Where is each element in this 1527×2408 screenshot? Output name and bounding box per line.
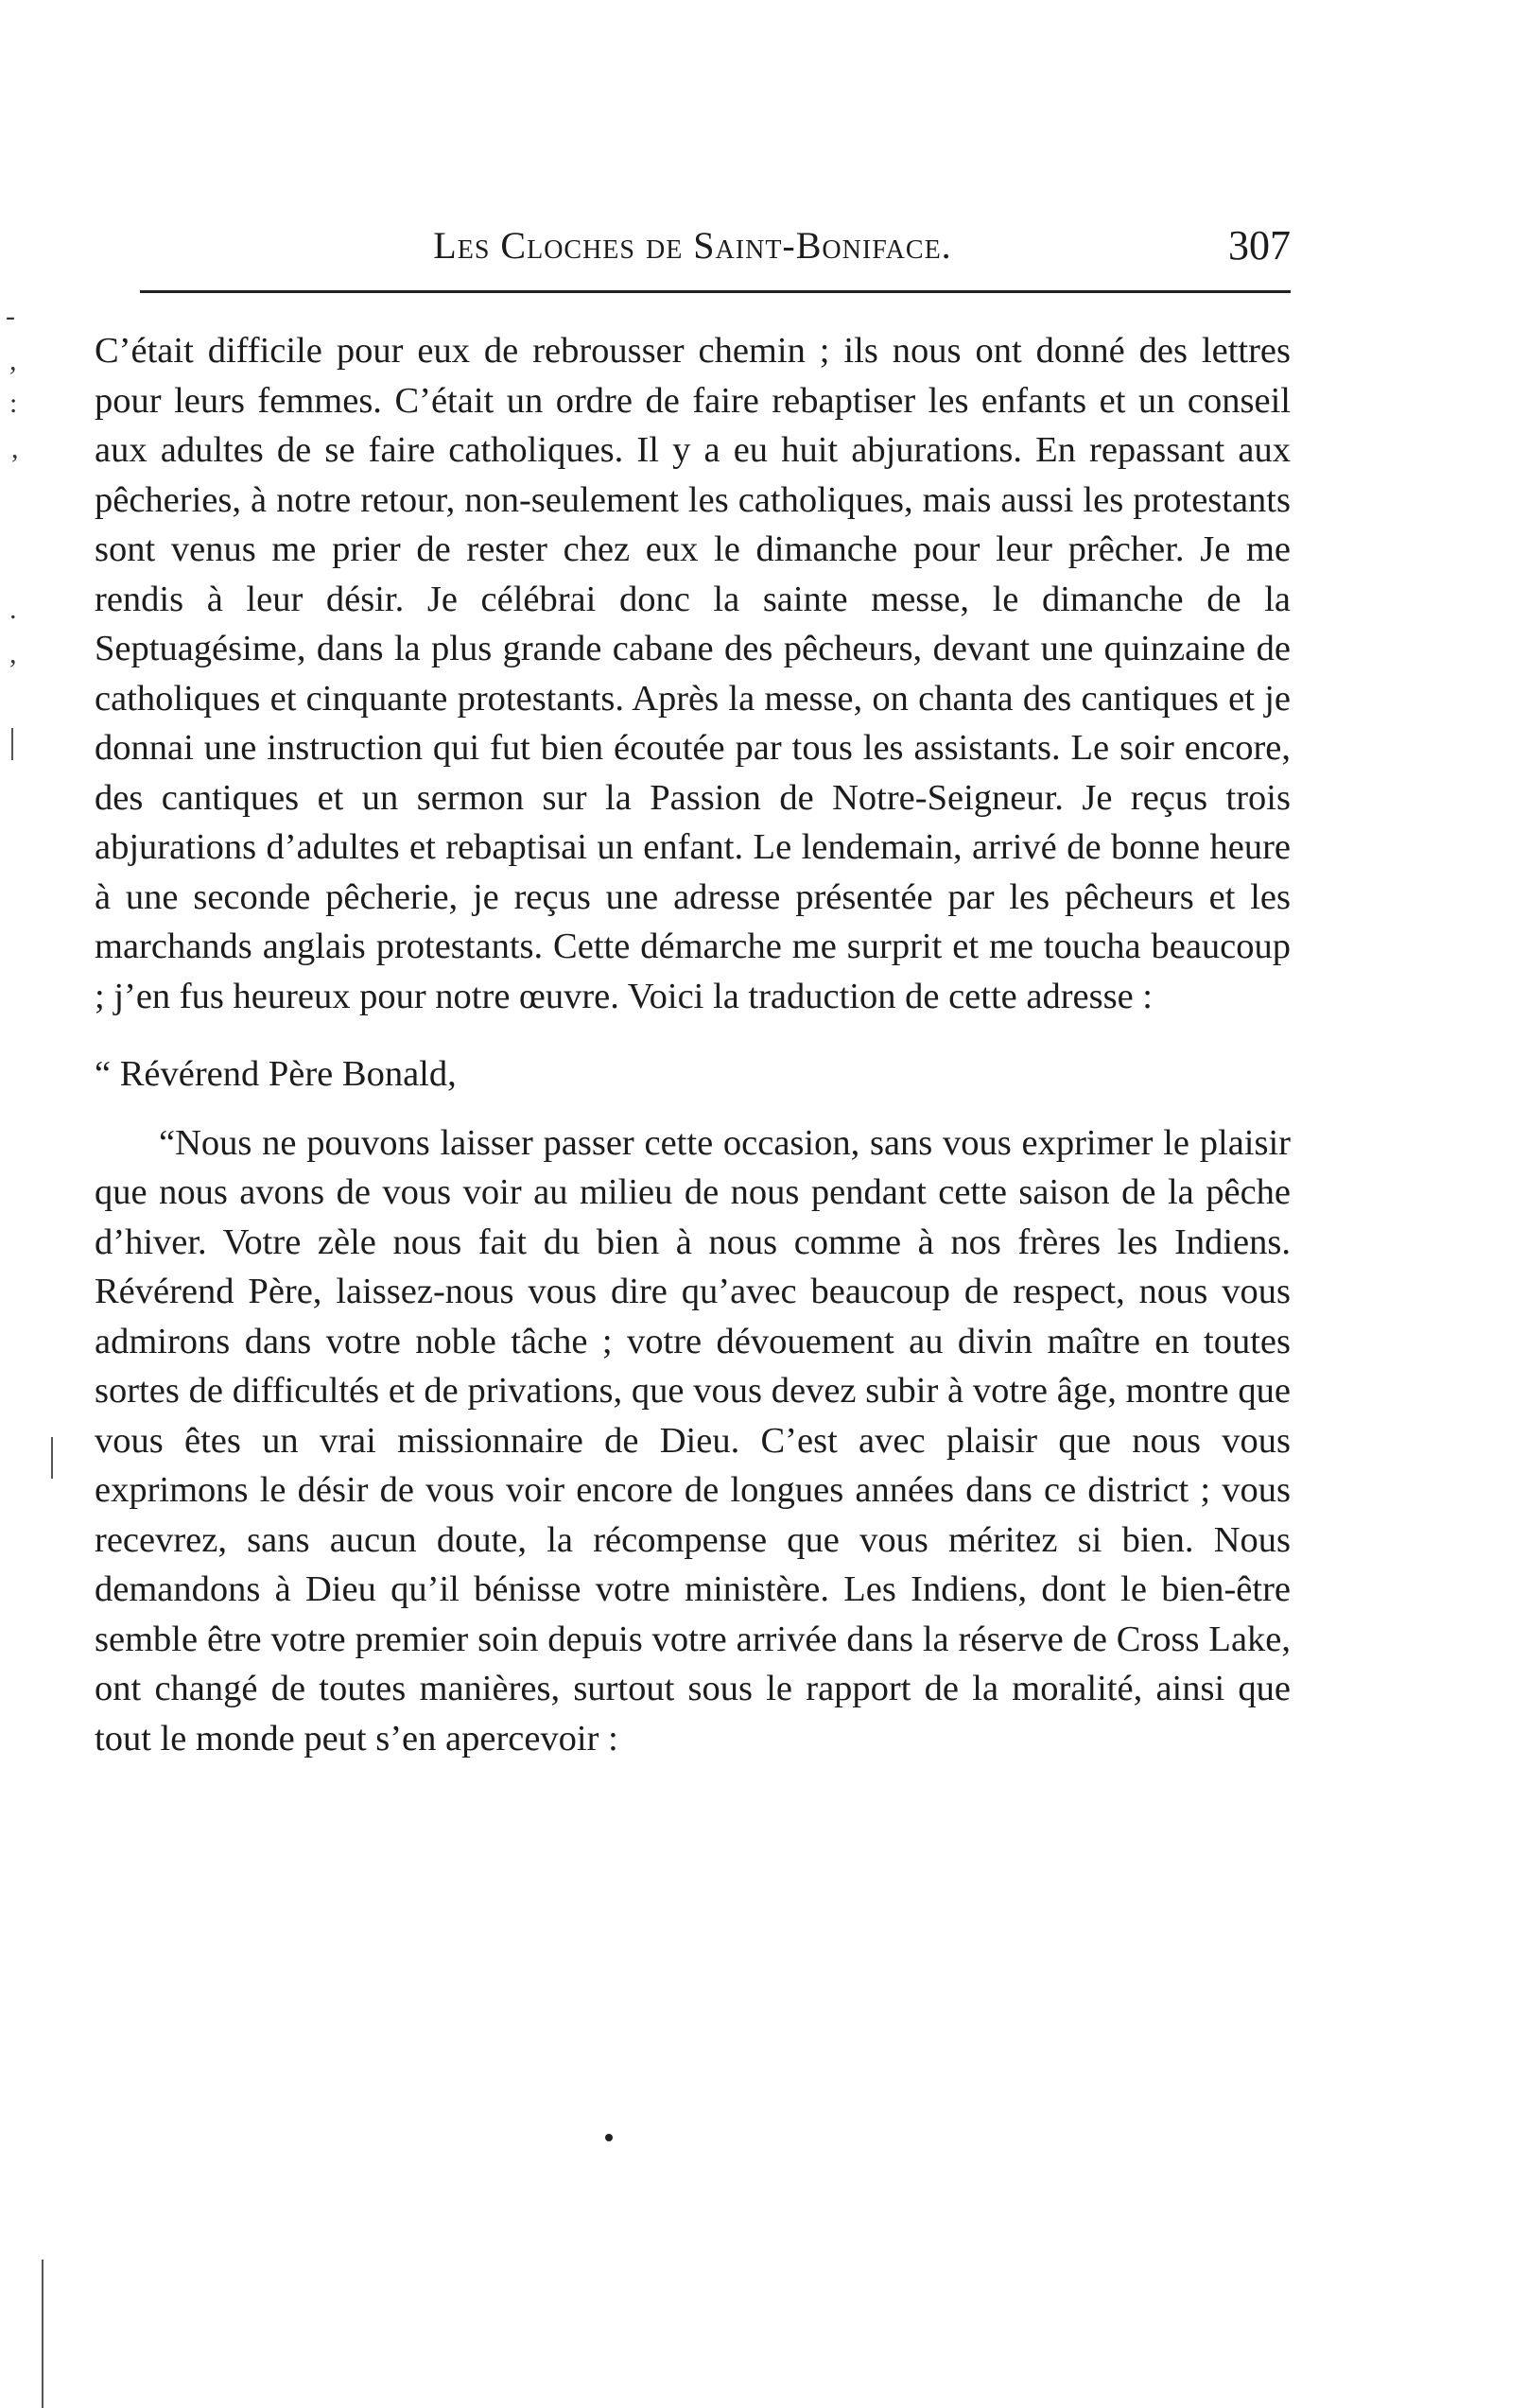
margin-speck: , [11,433,19,464]
page-speck [605,2134,613,2141]
paragraph-address: “Nous ne pouvons laisser passer cette occasion, sans vous exprimer le plaisir que nous avons de vous voir au milieu de nous pendant cette saison de la pêche d’hiver. Votre zèle nous fait du bien à nous comme à nos frères les Indiens. Révérend Père, laissez-nous vous dire qu’avec beaucoup de respect, nous vous admirons dans votre noble tâche ; votre dévouement au divin maître en toutes sortes de difficultés et de privations, que vous devez subir à votre âge, montre que vous êtes un vrai missionnaire de Dieu. C’est avec plaisir que nous vous exprimons le désir de vous voir encore de longues années dans ce district ; vous recevrez, sans aucun doute, la récompense que vous méritez si bien. Nous demandons à Dieu qu’il bénisse votre ministère. Les Indiens, dont le bien-être semble être votre premier soin depuis votre arrivée dans la réserve de Cross Lake, ont changé de toutes manières, surtout sous le rapport de la moralité, ainsi que tout le monde peut s’en apercevoir : [95,1122,1291,1758]
address-salutation: “ Révérend Père Bonald, [95,1054,457,1094]
binding-margin-marks [0,0,57,2408]
margin-line [51,1437,53,1479]
margin-speck: , [9,345,17,376]
running-title: Les Cloches de Saint-Boniface. [433,224,952,267]
body-text [95,326,1291,1763]
margin-speck: : [9,388,18,419]
margin-speck: , [9,638,17,669]
paragraph-narrative: C’était difficile pour eux de rebrousser chemin ; ils nous ont donné des lettres pour leurs femmes. C’était un ordre de faire rebaptiser les enfants et un conseil aux adultes de se faire catholiques. Il y a eu huit abjurations. En repassant aux pêcheries, à notre retour, non-seulement les catholiques, mais aussi les protestants sont venus me prier de rester chez eux le dimanche pour leur prêcher. Je me rendis à leur désir. Je célébrai donc la sainte messe, le dimanche de la Septuagésime, dans la plus grande cabane des pêcheurs, devant une quinzaine de catholiques et cinquante protestants. Après la messe, on chanta des cantiques et je donnai une instruction qui fut bien écoutée par tous les assistants. Le soir encore, des cantiques et un sermon sur la Passion de Notre-Seigneur. Je reçus trois abjurations d’adultes et rebaptisai un enfant. Le lendemain, arrivé de bonne heure à une seconde pêcherie, je reçus une adresse présentée par les pêcheurs et les marchands anglais protestants. Cette démarche me surprit et me toucha beaucoup ; j’en fus heureux pour notre œuvre. Voici la traduction de cette adresse : [95,331,1291,1016]
running-head [95,223,1291,280]
margin-speck: - [6,301,15,332]
page-number: 307 [1228,222,1291,269]
margin-speck: . [9,594,17,625]
margin-line [42,2260,43,2408]
header-rule [140,290,1291,293]
margin-line [11,728,13,760]
